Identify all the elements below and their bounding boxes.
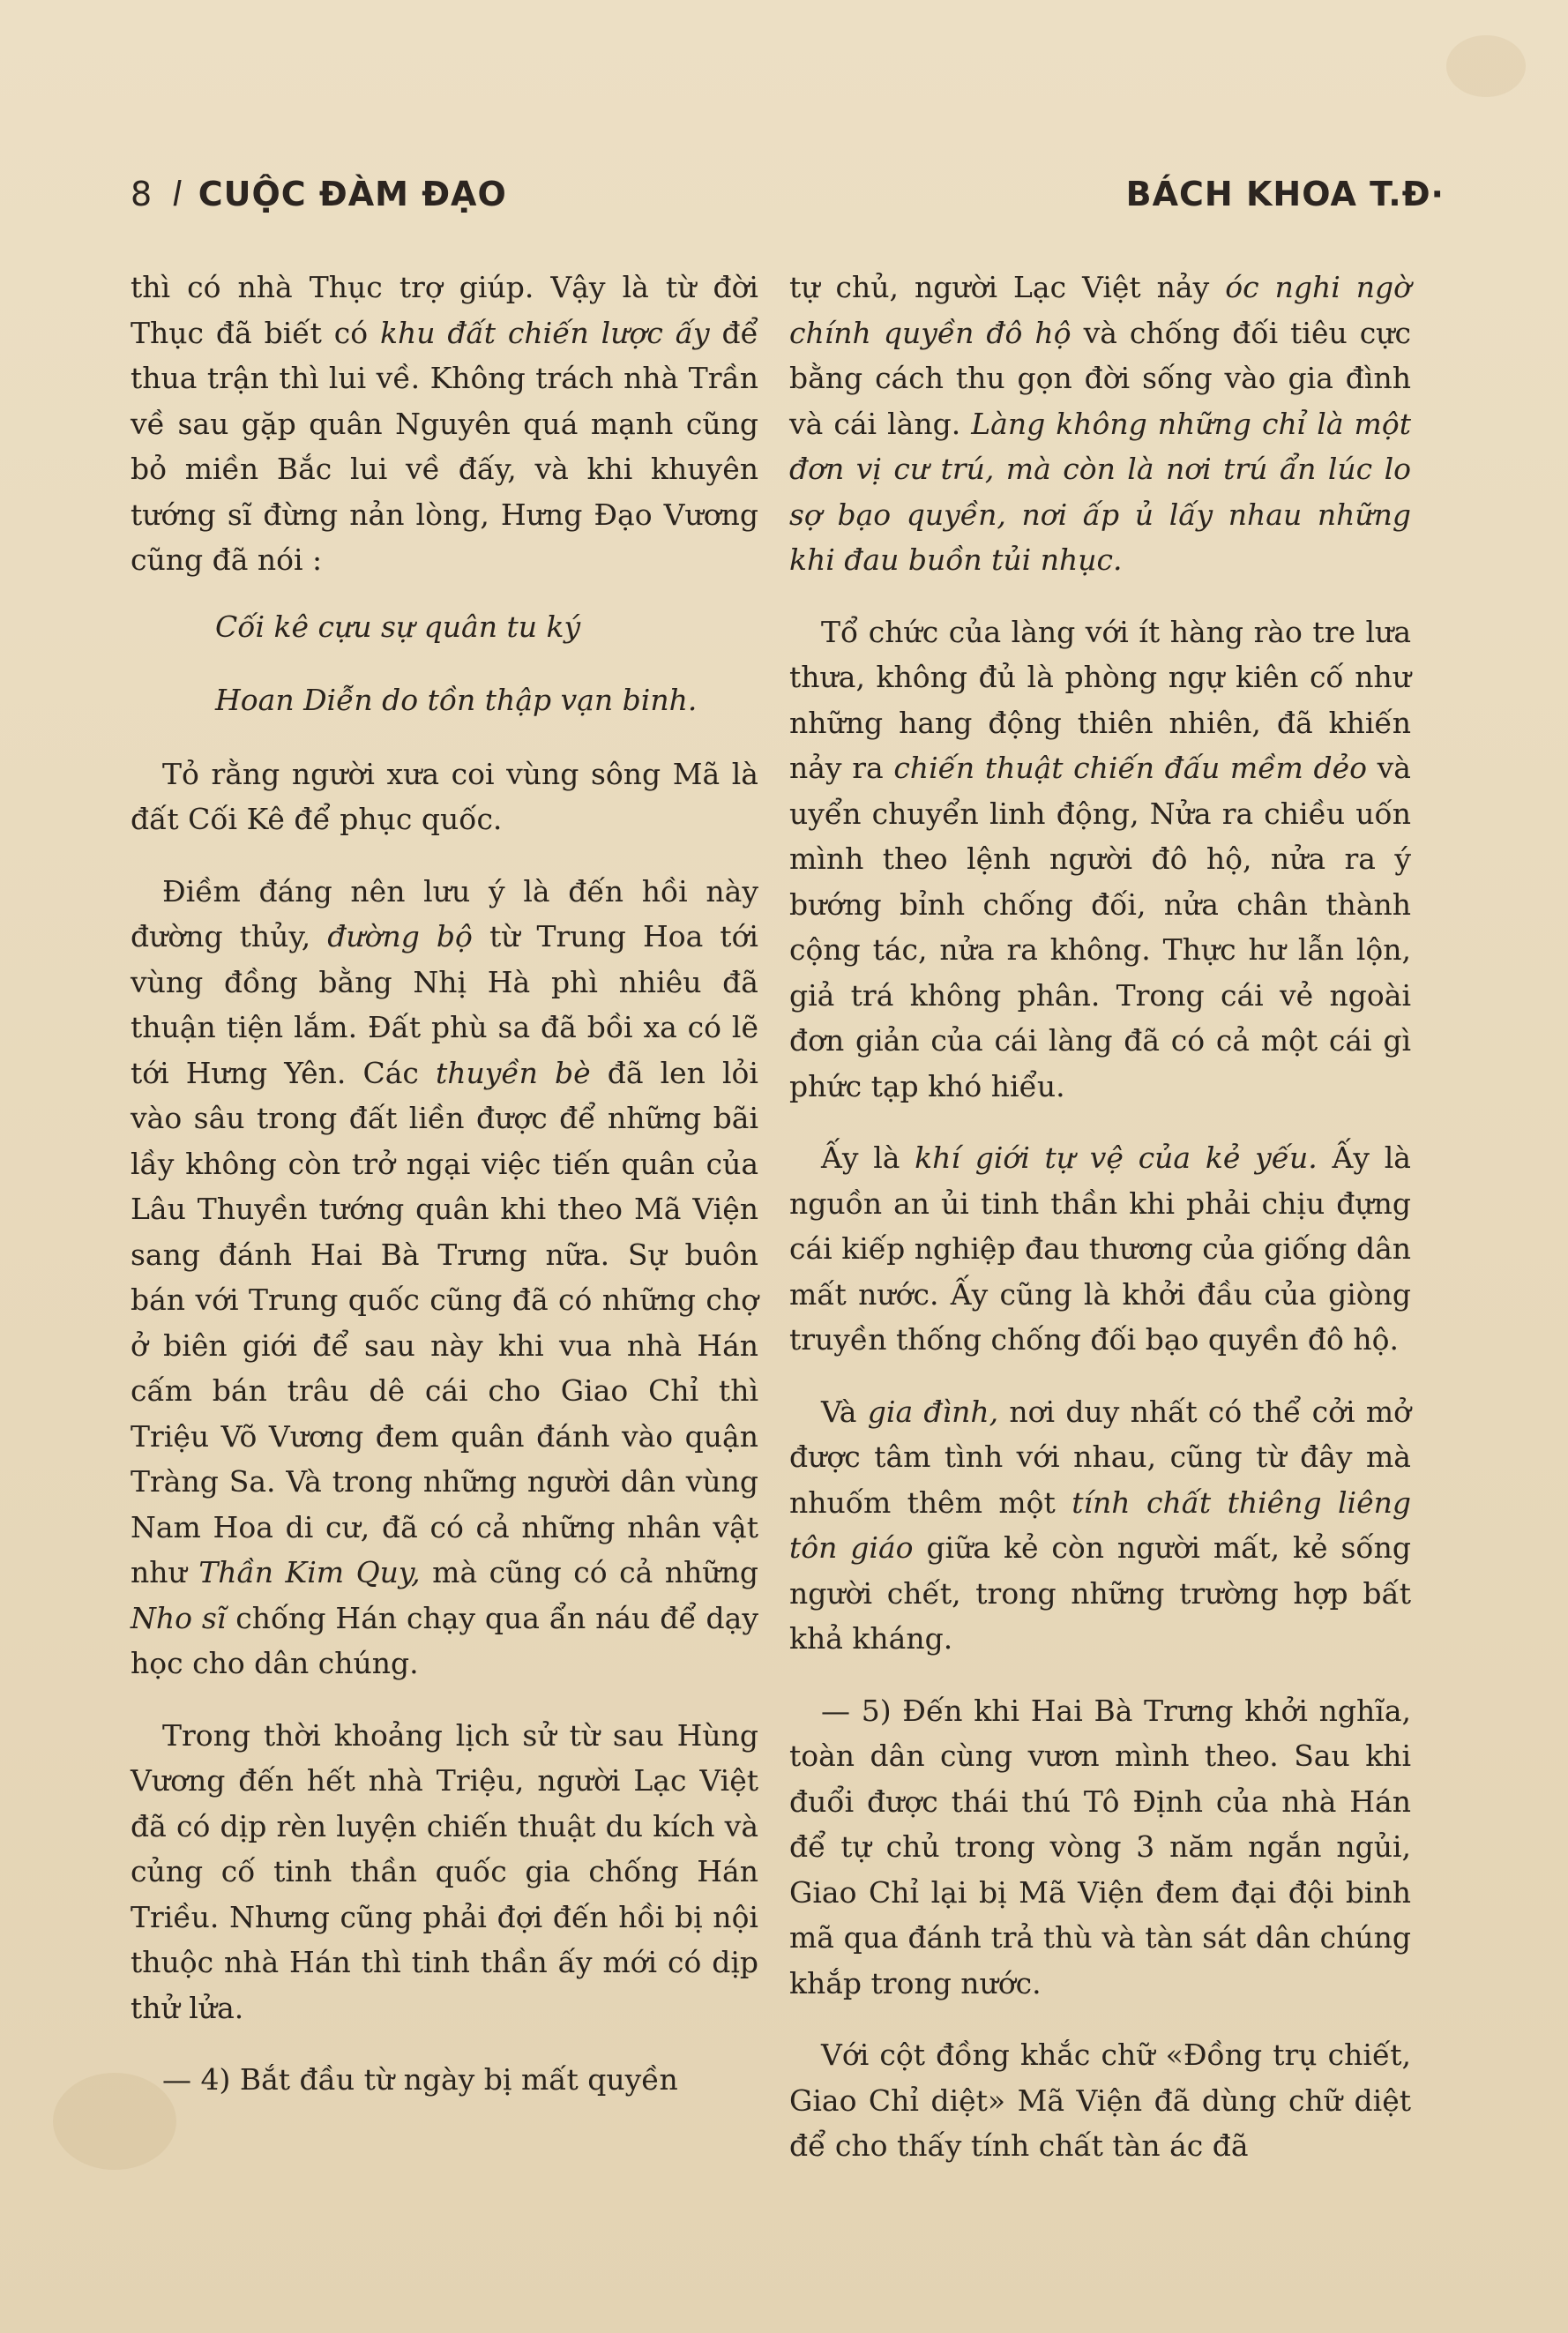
text-run: từ Trung Hoa tới vùng đồng bằng Nhị Hà phì nhiêu đã thuận tiện lắm. Đất phù sa đã bồi xa có lẽ tới Hưng Yên. Các bbox=[131, 919, 758, 1090]
left-column bbox=[131, 265, 758, 2103]
italic-run: khí giới tự vệ của kẻ yếu. bbox=[915, 1140, 1318, 1175]
text-run: để thua trận thì lui về. Không trách nhà Trần về sau gặp quân Nguyên quá mạnh cũng bỏ miền Bắc lui về đấy, và khi khuyên tướng sĩ đừng nản lòng, Hưng Đạo Vương cũng đã nói : bbox=[131, 315, 758, 577]
text-run: Ấy là nguồn an ủi tinh thần khi phải chịu đựng cái kiếp nghiệp đau thương của giống dân mất nước. Ấy cũng là khởi đầu của giòng truyền thống chống đối bạo quyền đô hộ. bbox=[789, 1140, 1411, 1357]
paragraph bbox=[789, 265, 1411, 583]
italic-run: Làng không những chỉ là một đơn vị cư trú, mà còn là nơi trú ẩn lúc lo sợ bạo quyền, nơi ấp ủ lấy nhau những khi đau buồn tủi nhục. bbox=[789, 406, 1411, 577]
paragraph: — 4) Bắt đầu từ ngày bị mất quyền bbox=[162, 2062, 678, 2097]
header-separator: l bbox=[172, 175, 183, 213]
italic-run: đường bộ bbox=[327, 919, 473, 953]
text-run: đã len lỏi vào sâu trong đất liền được để những bãi lầy không còn trở ngại việc tiến quân của Lâu Thuyền tướng quân khi theo Mã Viện sang đánh Hai Bà Trưng nữa. Sự buôn bán với Trung quốc cũng đã có những chợ ở biên giới để sau này khi vua nhà Hán cấm bán trâu dê cái cho Giao Chỉ thì Triệu Võ Vương đem quân đánh vào quận Tràng Sa. Và trong những người dân vùng Nam Hoa di cư, đã có cả những nhân vật như bbox=[131, 1055, 758, 1589]
italic-run: gia đình, bbox=[867, 1394, 999, 1429]
text-run: Tổ chức của làng với ít hàng rào tre lưa thưa, không đủ là phòng ngự kiên cố như những hang động thiên nhiên, đã khiến nảy ra bbox=[789, 614, 1411, 785]
text-run: Điềm đáng nên lưu ý là đến hồi này đường thủy, bbox=[131, 873, 758, 953]
section-title: CUỘC ĐÀM ĐẠO bbox=[198, 175, 507, 213]
paragraph: Trong thời khoảng lịch sử từ sau Hùng Vương đến hết nhà Triệu, người Lạc Việt đã có dịp rèn luyện chiến thuật du kích và củng cố tinh thần quốc gia chống Hán Triều. Nhưng cũng phải đợi đến hồi bị nội thuộc nhà Hán thì tinh thần ấy mới có dịp thử lửa. bbox=[131, 1717, 758, 2025]
magazine-title: BÁCH KHOA T.Đ· bbox=[1125, 175, 1445, 213]
text-run: thì có nhà Thục trợ giúp. Vậy là từ đời Thục đã biết có bbox=[131, 270, 758, 350]
verse-line: Cối kê cựu sự quân tu ký bbox=[215, 609, 581, 644]
header-left bbox=[131, 175, 507, 213]
italic-run: thuyền bè bbox=[435, 1055, 591, 1090]
text-run: Và bbox=[821, 1394, 857, 1429]
paragraph bbox=[131, 869, 758, 1686]
italic-run: Nho sĩ bbox=[131, 1600, 227, 1635]
paragraph bbox=[131, 265, 758, 583]
right-column bbox=[789, 265, 1411, 2169]
paragraph: Tỏ rằng người xưa coi vùng sông Mã là đất Cối Kê để phục quốc. bbox=[131, 756, 758, 836]
paragraph bbox=[789, 1389, 1411, 1662]
italic-run: óc nghi ngờ chính quyền đô hộ bbox=[789, 270, 1411, 350]
text-run: và chống đối tiêu cực bằng cách thu gọn đời sống vào gia đình và cái làng. bbox=[789, 315, 1411, 441]
page-header bbox=[131, 175, 1445, 228]
text-run: mà cũng có cả những bbox=[432, 1555, 758, 1589]
paragraph bbox=[789, 1135, 1411, 1363]
paragraph: Với cột đồng khắc chữ «Đồng trụ chiết, Giao Chỉ diệt» Mã Viện đã dùng chữ diệt để cho thấy tính chất tàn ác đã bbox=[789, 2038, 1411, 2163]
page-number: 8 bbox=[131, 175, 153, 213]
paper-stain bbox=[1446, 35, 1526, 97]
text-run: Ấy là bbox=[821, 1140, 900, 1175]
paragraph bbox=[789, 609, 1411, 1110]
text-run: giữa kẻ còn người mất, kẻ sống người chết, trong những trường hợp bất khả kháng. bbox=[789, 1530, 1411, 1656]
text-run: chống Hán chạy qua ẩn náu để dạy học cho dân chúng. bbox=[131, 1600, 758, 1680]
italic-run: chiến thuật chiến đấu mềm dẻo bbox=[893, 751, 1367, 785]
text-run: nơi duy nhất có thể cởi mở được tâm tình với nhau, cũng từ đây mà nhuốm thêm một bbox=[789, 1394, 1411, 1520]
italic-run: khu đất chiến lược ấy bbox=[380, 315, 710, 350]
italic-run: tính chất thiêng liêng tôn giáo bbox=[789, 1484, 1411, 1565]
text-run: tự chủ, người Lạc Việt nảy bbox=[789, 270, 1210, 304]
italic-run: Thần Kim Quy, bbox=[198, 1555, 421, 1589]
verse-line: Hoan Diễn do tồn thập vạn binh. bbox=[215, 683, 698, 717]
paragraph: — 5) Đến khi Hai Bà Trưng khởi nghĩa, toàn dân cùng vươn mình theo. Sau khi đuổi được thái thú Tô Định của nhà Hán để tự chủ trong vòng 3 năm ngắn ngủi, Giao Chỉ lại bị Mã Viện đem đại đội binh mã qua đánh trả thù và tàn sát dân chúng khắp trong nước. bbox=[789, 1693, 1411, 2000]
text-run: và uyển chuyển linh động, Nửa ra chiều uốn mình theo lệnh người đô hộ, nửa ra ý bướng bỉnh chống đối, nửa chân thành cộng tác, nửa ra không. Thực hư lẫn lộn, giả trá không phân. Trong cái vẻ ngoài đơn giản của cái làng đã có cả một cái gì phức tạp khó hiểu. bbox=[789, 751, 1411, 1103]
